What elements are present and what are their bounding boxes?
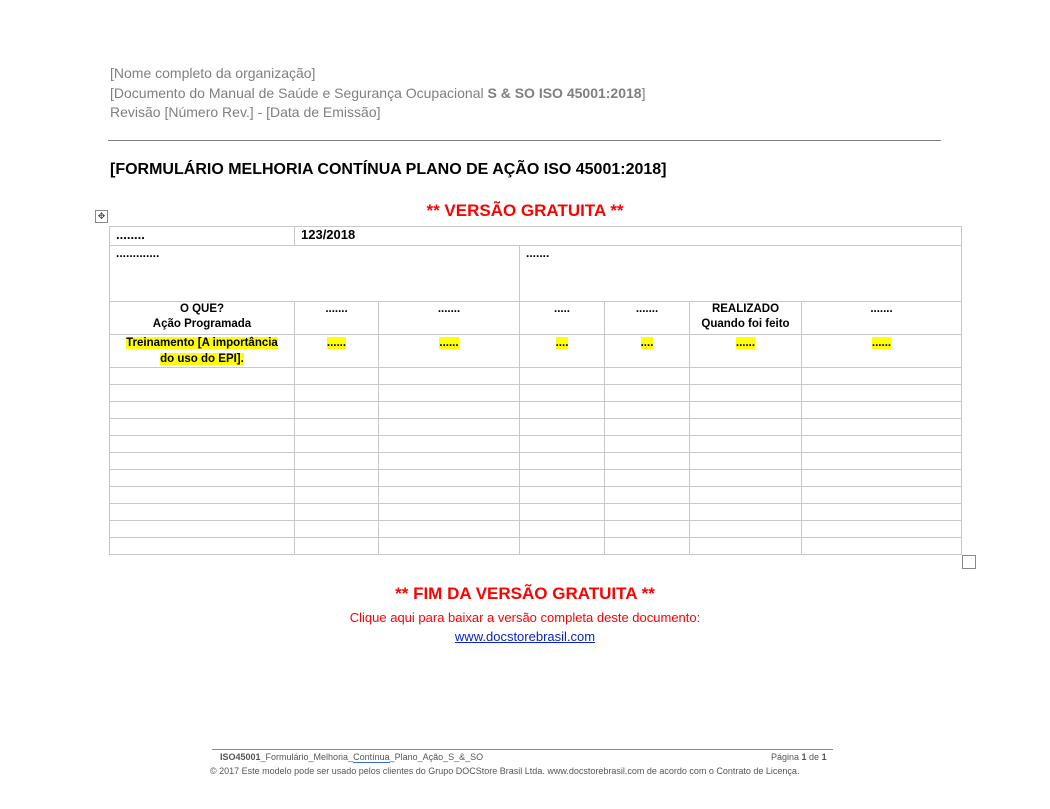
table-cell[interactable] (802, 453, 962, 470)
end-free-version-title: ** FIM DA VERSÃO GRATUITA ** (395, 584, 655, 603)
table-cell[interactable] (295, 368, 379, 385)
table-cell[interactable] (379, 487, 520, 504)
table-cell[interactable] (110, 436, 295, 453)
table-cell[interactable]: .... (605, 335, 690, 368)
column-header-5[interactable]: ....... (605, 302, 690, 335)
table-cell[interactable] (802, 419, 962, 436)
table-cell[interactable] (690, 470, 802, 487)
column-header-done[interactable]: REALIZADO Quando foi feito (690, 302, 802, 335)
table-cell[interactable] (520, 436, 605, 453)
table-cell[interactable] (520, 538, 605, 555)
table-row (110, 487, 962, 504)
table-cell[interactable] (379, 521, 520, 538)
table-cell[interactable] (520, 487, 605, 504)
table-header-row (110, 302, 962, 335)
document-line-prefix: [Documento do Manual de Saúde e Segurança Ocupacional (110, 85, 488, 101)
table-cell[interactable]: ...... (802, 335, 962, 368)
info-left-cell[interactable]: ............. (110, 246, 520, 302)
table-cell[interactable] (802, 487, 962, 504)
table-cell[interactable] (295, 402, 379, 419)
document-line (110, 84, 645, 102)
info-right-cell[interactable]: ....... (520, 246, 962, 302)
table-cell[interactable] (802, 385, 962, 402)
table-row (110, 385, 962, 402)
table-cell[interactable] (379, 470, 520, 487)
table-cell[interactable] (690, 368, 802, 385)
download-notice: Clique aqui para baixar a versão completa deste documento: (349, 610, 701, 625)
download-link-wrapper (0, 629, 1050, 644)
table-cell[interactable] (379, 538, 520, 555)
free-version-title: ** VERSÃO GRATUITA ** (426, 201, 624, 220)
document-line-suffix: ] (641, 85, 646, 101)
table-cell[interactable] (295, 504, 379, 521)
table-cell[interactable] (605, 504, 690, 521)
table-row (110, 335, 962, 368)
table-cell[interactable] (379, 385, 520, 402)
table-cell[interactable] (110, 470, 295, 487)
document-standard: S & SO ISO 45001:2018 (487, 85, 642, 101)
table-cell[interactable] (295, 436, 379, 453)
table-row-code (110, 227, 962, 246)
table-row (110, 402, 962, 419)
table-cell[interactable] (690, 436, 802, 453)
table-cell[interactable] (295, 453, 379, 470)
action-text-line2: do uso do EPI]. (160, 353, 244, 365)
action-cell[interactable] (110, 335, 295, 368)
form-title: [FORMULÁRIO MELHORIA CONTÍNUA PLANO DE AÇÃO ISO 45001:2018] (110, 161, 667, 178)
table-cell[interactable] (802, 521, 962, 538)
table-cell[interactable] (520, 504, 605, 521)
action-text-line1: Treinamento [A importância (126, 337, 278, 349)
header-divider (108, 140, 941, 141)
table-cell[interactable] (110, 453, 295, 470)
table-cell[interactable]: ...... (379, 335, 520, 368)
table-cell[interactable] (110, 368, 295, 385)
table-cell[interactable] (690, 521, 802, 538)
table-cell[interactable] (690, 504, 802, 521)
resize-square-icon[interactable] (962, 555, 976, 569)
code-value-cell[interactable]: 123/2018 (295, 227, 962, 246)
table-cell[interactable] (379, 436, 520, 453)
org-name: [Nome completo da organização] (110, 65, 316, 81)
table-row (110, 470, 962, 487)
table-cell[interactable] (110, 521, 295, 538)
table-cell[interactable] (605, 385, 690, 402)
table-cell[interactable] (520, 402, 605, 419)
move-arrows-icon[interactable]: ✥ (95, 210, 108, 223)
action-plan-table (109, 226, 962, 555)
revision-line: Revisão [Número Rev.] - [Data de Emissão] (110, 104, 381, 120)
table-cell[interactable] (802, 368, 962, 385)
table-cell[interactable] (605, 368, 690, 385)
column-header-2[interactable]: ....... (295, 302, 379, 335)
table-cell[interactable] (690, 385, 802, 402)
column-header-7[interactable]: ....... (802, 302, 962, 335)
table-cell[interactable] (802, 402, 962, 419)
table-cell[interactable] (605, 538, 690, 555)
table-cell[interactable] (110, 402, 295, 419)
table-cell[interactable] (802, 538, 962, 555)
footer-page-number: Página 1 de 1 (771, 752, 827, 762)
table-cell[interactable] (690, 419, 802, 436)
table-cell[interactable] (802, 436, 962, 453)
table-cell[interactable] (520, 521, 605, 538)
table-cell[interactable] (110, 487, 295, 504)
table-row (110, 453, 962, 470)
table-cell[interactable] (295, 487, 379, 504)
table-cell[interactable] (379, 419, 520, 436)
table-cell[interactable] (295, 419, 379, 436)
table-cell[interactable] (295, 521, 379, 538)
footer-filename: ISO45001_Formulário_Melhoria_Contínua_Plano_Ação_S_&_SO (220, 752, 484, 762)
footer-copyright: © 2017 Este modelo pode ser usado pelos clientes do Grupo DOCStore Brasil Ltda. www.docstorebrasil.com de acordo com o Contrato de Licença. (210, 766, 800, 776)
empty-rows (110, 368, 962, 555)
column-header-3[interactable]: ....... (379, 302, 520, 335)
table-cell[interactable] (379, 504, 520, 521)
table-cell[interactable] (605, 436, 690, 453)
table-cell[interactable] (605, 521, 690, 538)
table-cell[interactable] (605, 402, 690, 419)
table-cell[interactable] (605, 453, 690, 470)
table-cell[interactable] (802, 470, 962, 487)
column-header-4[interactable]: ..... (520, 302, 605, 335)
table-cell[interactable] (690, 453, 802, 470)
table-row (110, 368, 962, 385)
table-cell[interactable] (379, 368, 520, 385)
table-cell[interactable] (110, 538, 295, 555)
table-row (110, 436, 962, 453)
table-cell[interactable] (520, 368, 605, 385)
table-cell[interactable] (295, 470, 379, 487)
code-label-cell[interactable]: ........ (110, 227, 295, 246)
table-row (110, 538, 962, 555)
column-header-what[interactable]: O QUE? Ação Programada (110, 302, 295, 335)
table-cell[interactable] (690, 402, 802, 419)
table-cell[interactable] (690, 487, 802, 504)
table-cell[interactable] (379, 402, 520, 419)
table-cell[interactable] (605, 419, 690, 436)
table-cell[interactable] (379, 453, 520, 470)
table-cell[interactable] (110, 385, 295, 402)
table-cell[interactable] (110, 504, 295, 521)
table-cell[interactable] (605, 470, 690, 487)
table-row (110, 419, 962, 436)
footer-divider (212, 749, 833, 750)
table-cell[interactable] (295, 385, 379, 402)
table-cell[interactable] (690, 538, 802, 555)
table-cell[interactable] (110, 419, 295, 436)
table-row (110, 504, 962, 521)
table-row-info (110, 246, 962, 302)
table-cell[interactable]: ...... (690, 335, 802, 368)
table-cell[interactable] (802, 504, 962, 521)
table-cell[interactable] (605, 487, 690, 504)
download-link[interactable]: www.docstorebrasil.com (454, 629, 596, 644)
table-cell[interactable] (520, 470, 605, 487)
table-cell[interactable] (295, 538, 379, 555)
table-cell[interactable] (520, 419, 605, 436)
table-cell[interactable]: ...... (295, 335, 379, 368)
table-cell[interactable] (520, 385, 605, 402)
table-row (110, 521, 962, 538)
table-cell[interactable] (520, 453, 605, 470)
table-cell[interactable]: .... (520, 335, 605, 368)
